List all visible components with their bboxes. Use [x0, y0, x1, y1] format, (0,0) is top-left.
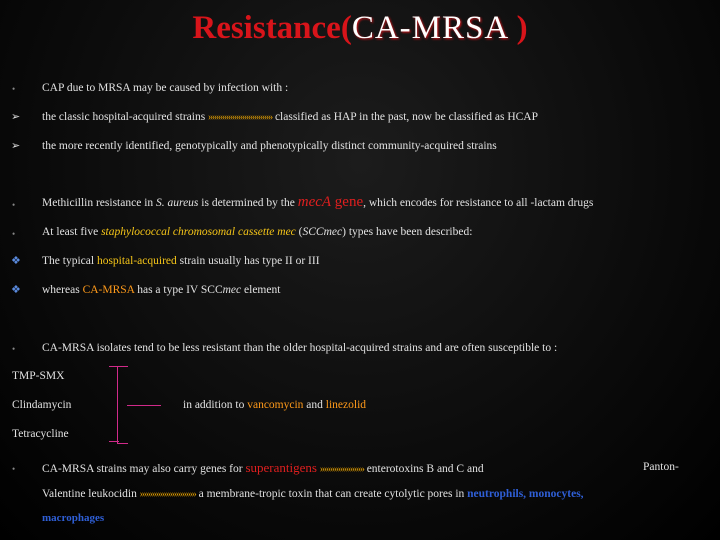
cells-term: neutrophils, monocytes, [467, 488, 584, 500]
drug-tmp-smx: TMP-SMX [12, 370, 65, 382]
text-line-10 [42, 488, 584, 500]
arrows-decoration: »»»»»»»»»»»»»»»» [208, 112, 273, 123]
superantigens-term: superantigens [245, 460, 317, 475]
slide-title [0, 10, 720, 47]
dot-bullet: • [12, 344, 16, 354]
text-line-5-e: ) types have been described: [342, 226, 473, 238]
text-line-6-a: The typical [42, 255, 97, 267]
text-line-1: CAP due to MRSA may be caused by infection with : [42, 82, 289, 94]
text-line-10-a: Valentine leukocidin [42, 488, 137, 500]
text-line-6-c: strain usually has type II or III [176, 255, 320, 267]
title-part-3: ) [516, 10, 528, 46]
text-line-4-a: Methicillin resistance in [42, 197, 157, 209]
diamond-bullet-icon: ❖ [11, 284, 21, 296]
text-line-7-e: element [241, 284, 281, 296]
meca-gene-label: mecA [297, 194, 332, 210]
mec-term: mec [222, 284, 242, 296]
ca-mrsa-term: CA-MRSA [82, 284, 135, 296]
sccmec-term: SCCmec [302, 226, 343, 238]
bracket-tick-bottom [109, 441, 119, 442]
diamond-bullet-icon: ❖ [11, 255, 21, 267]
drug-clindamycin: Clindamycin [12, 399, 72, 411]
dot-bullet: • [12, 200, 16, 210]
addition-text [183, 399, 366, 411]
panton-text: Panton- [643, 461, 679, 473]
text-line-2-b: classified as HAP in the past, now be classified as HCAP [274, 111, 539, 123]
arrow-bullet-icon: ➢ [11, 111, 21, 123]
text-line-5-a: At least five [42, 226, 102, 238]
text-line-7-a: whereas [42, 284, 83, 296]
cassette-mec-term: staphylococcal chromosomal cassette mec [101, 226, 296, 238]
text-line-3: the more recently identified, genotypically and phenotypically distinct community-acquired strains [42, 140, 497, 152]
drug-tetracycline: Tetracycline [12, 428, 69, 440]
arrows-decoration: »»»»»»»»»»» [319, 464, 364, 475]
text-line-2 [42, 111, 538, 123]
dot-bullet: • [12, 229, 16, 239]
text-line-10-b: a membrane-tropic toxin that can create cytolytic pores in [198, 488, 465, 500]
dot-bullet: • [12, 464, 16, 474]
gene-label: gene [331, 194, 364, 210]
text-line-4-f: , which encodes for resistance to all -lactam drugs [363, 197, 594, 209]
text-line-8: CA-MRSA isolates tend to be less resistant than the older hospital-acquired strains and are often susceptible to : [42, 342, 558, 354]
text-line-7 [42, 284, 280, 296]
text-line-7-c: has a type IV SCC [134, 284, 223, 296]
dot-bullet: • [12, 84, 16, 94]
text-line-5-c: ( [295, 226, 303, 238]
addition-c: and [303, 399, 326, 411]
text-line-6 [42, 255, 320, 267]
text-line-9-c: enterotoxins B and C and [366, 463, 484, 475]
text-line-9-a: CA-MRSA strains may also carry genes for [42, 463, 246, 475]
text-line-2-a: the classic hospital-acquired strains [42, 111, 206, 123]
bracket-tick-top [109, 366, 119, 367]
addition-a: in addition to [183, 399, 248, 411]
title-part-1: Resistance( [192, 10, 352, 46]
arrows-decoration: »»»»»»»»»»»»»» [139, 489, 196, 500]
linezolid-term: linezolid [325, 399, 367, 411]
text-line-4-c: is determined by the [198, 197, 298, 209]
macrophages-term: macrophages [42, 512, 105, 524]
text-line-9 [42, 460, 484, 476]
vancomycin-term: vancomycin [247, 399, 304, 411]
title-part-2: CA-MRSA [351, 10, 517, 46]
text-line-5 [42, 226, 472, 238]
text-line-4 [42, 194, 593, 211]
bracket-connector [127, 405, 161, 406]
hospital-acquired-term: hospital-acquired [96, 255, 177, 267]
arrow-bullet-icon: ➢ [11, 140, 21, 152]
species-name: S. aureus [156, 197, 199, 209]
